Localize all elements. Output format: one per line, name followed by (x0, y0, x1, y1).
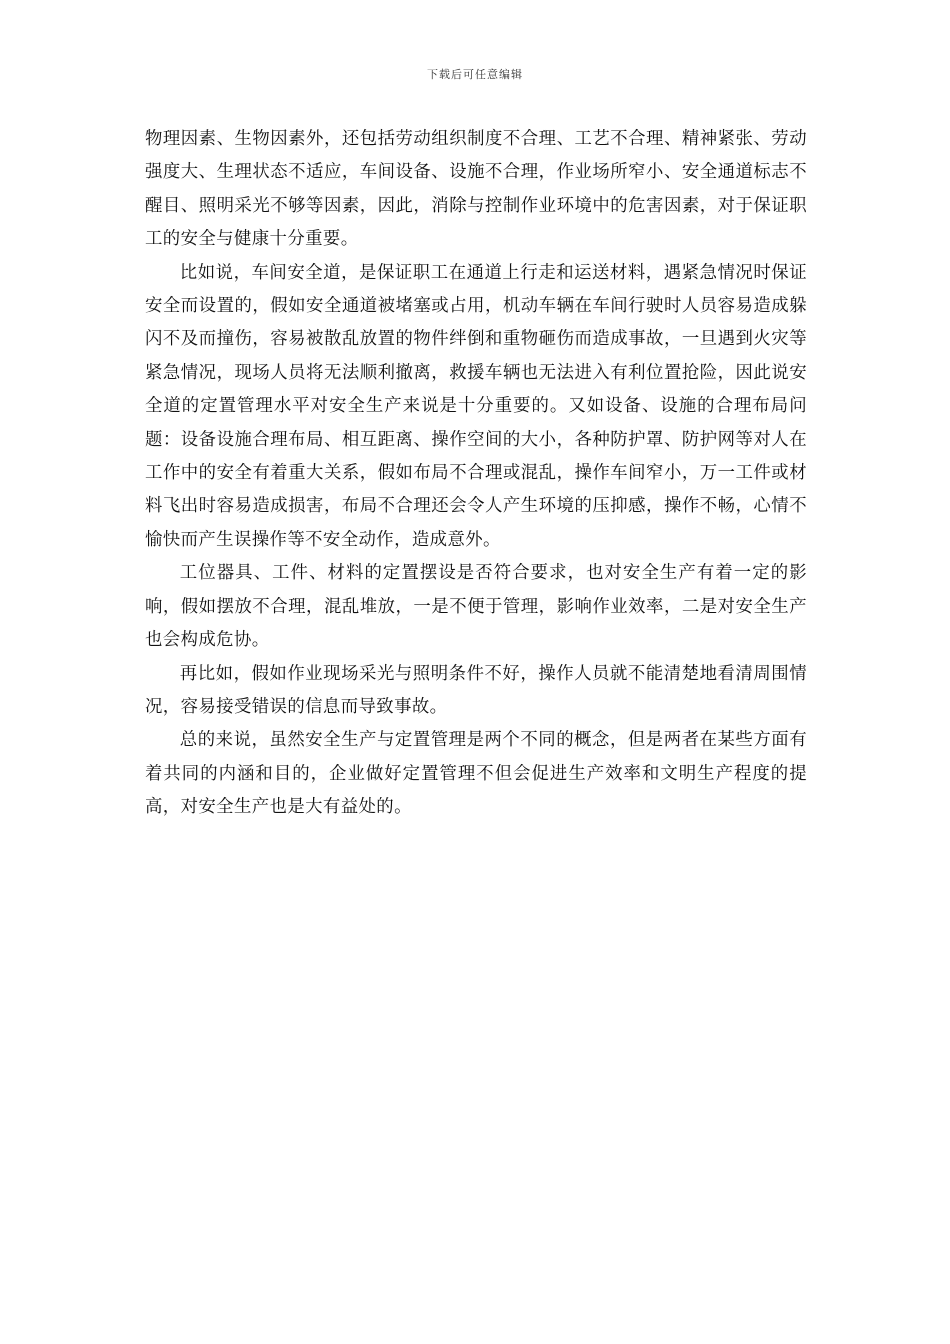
paragraph-lighting: 再比如，假如作业现场采光与照明条件不好，操作人员就不能清楚地看清周围情况，容易接受错误的信息而导致事故。 (145, 663, 807, 717)
paragraph-conclusion: 总的来说，虽然安全生产与定置管理是两个不同的概念，但是两者在某些方面有着共同的内涵和目的，企业做好定置管理不但会促进生产效率和文明生产程度的提高，对安全生产也是大有益处的。 (145, 730, 807, 818)
paragraph-workstation-placement: 工位器具、工件、材料的定置摆设是否符合要求，也对安全生产有着一定的影响，假如摆放不合理，混乱堆放，一是不便于管理，影响作业效率，二是对安全生产也会构成危协。 (145, 563, 807, 651)
paragraph-safety-passage: 比如说，车间安全道，是保证职工在通道上行走和运送材料，遇紧急情况时保证安全而设置的，假如安全通道被堵塞或占用，机动车辆在车间行驶时人员容易造成躲闪不及而撞伤，容易被散乱放置的物件绊倒和重物砸伤而造成事故，一旦遇到火灾等紧急情况，现场人员将无法顺利撤离，救援车辆也无法进入有利位置抢险，因此说安全道的定置管理水平对安全生产来说是十分重要的。又如设备、设施的合理布局问题：设备设施合理布局、相互距离、操作空间的大小，各种防护罩、防护网等对人在工作中的安全有着重大关系，假如布局不合理或混乱，操作车间窄小，万一工件或材料飞出时容易造成损害，布局不合理还会令人产生环境的压抑感，操作不畅，心情不愉快而产生误操作等不安全动作，造成意外。 (145, 262, 807, 550)
document-body (145, 123, 807, 825)
header-note: 下载后可任意编辑 (427, 68, 523, 81)
paragraph-continued: 物理因素、生物因素外，还包括劳动组织制度不合理、工艺不合理、精神紧张、劳动强度大、生理状态不适应，车间设备、设施不合理，作业场所窄小、安全通道标志不醒目、照明采光不够等因素，因此，消除与控制作业环境中的危害因素，对于保证职工的安全与健康十分重要。 (145, 129, 807, 250)
